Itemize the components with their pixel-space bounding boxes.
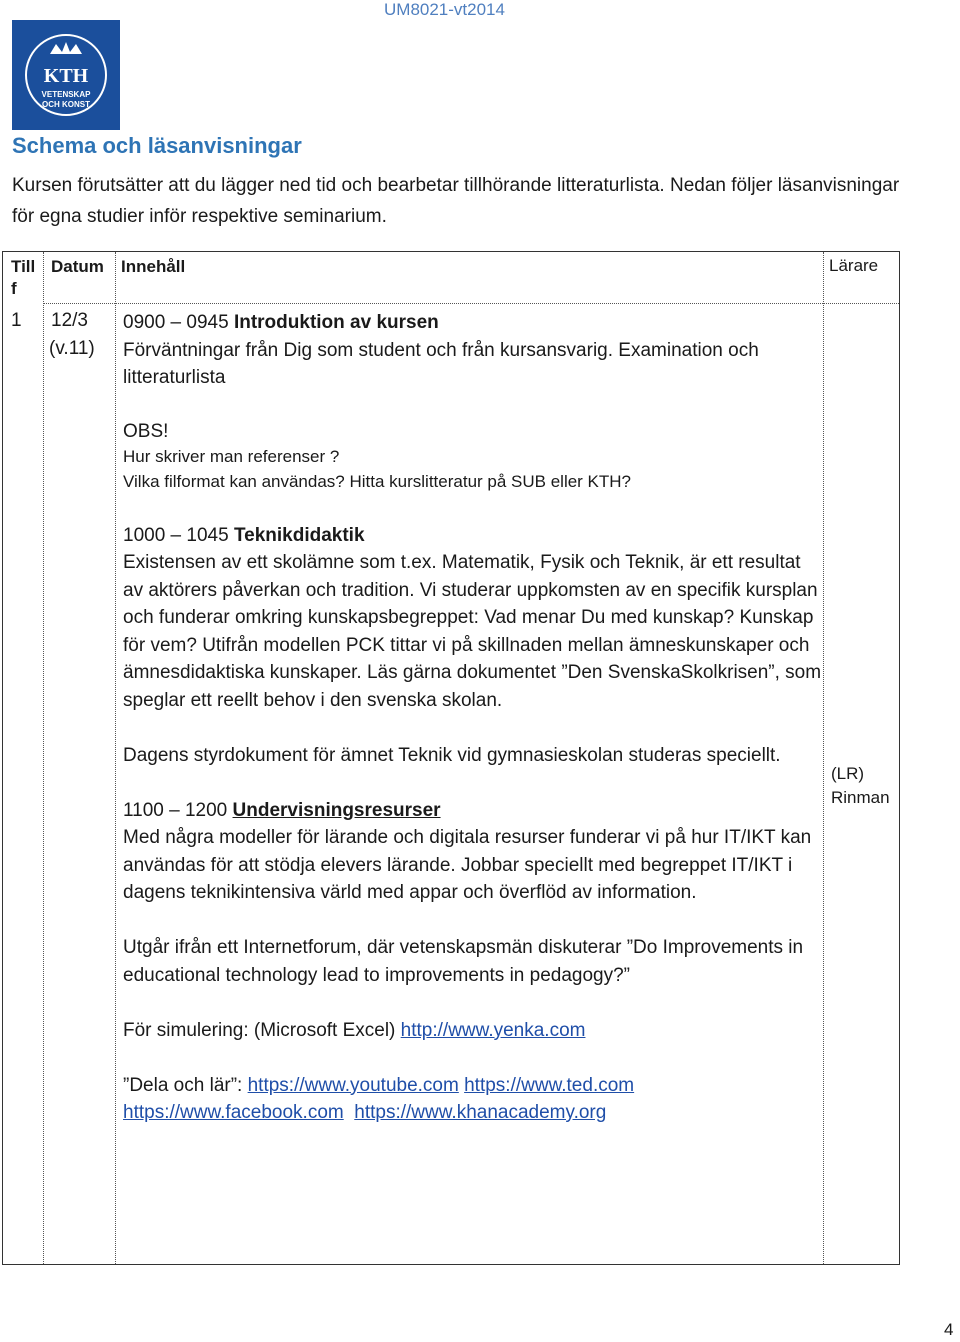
obs-title: OBS! [123,421,169,442]
header-divider [43,303,899,304]
column-divider [43,252,44,1264]
header-tillf: Till f [11,257,36,298]
page-number: 4 [944,1320,954,1339]
teacher-name: Rinman [831,788,890,807]
youtube-link[interactable]: https://www.youtube.com [247,1074,459,1096]
section-time: 0900 – 0945 [123,312,234,333]
yenka-link[interactable]: http://www.yenka.com [400,1019,586,1041]
ted-link[interactable]: https://www.ted.com [464,1074,635,1096]
logo-line2: OCH KONST [42,100,90,109]
forum-text: Utgår ifrån ett Internetforum, där vetenskapsmän diskuterar ”Do Improvements in educational technology lead to improvements in pedagogy?” [123,937,804,986]
page-title: Schema och läsanvisningar [12,133,302,158]
share-line [123,1072,823,1127]
schedule-table [2,251,900,1265]
section-time: 1100 – 1200 [123,799,233,821]
column-divider [823,252,824,1264]
document-code: UM8021-vt2014 [384,0,505,19]
logo-line1: VETENSKAP [41,90,91,99]
section-text: Med några modeller för lärande och digitala resurser funderar vi på hur IT/IKT kan användas för att stödja elevers lärande. Jobbar speciellt med begreppet IT/IKT i dagens teknikintensiva värld med appar och överflöd av information. [123,827,812,903]
simulation-label: För simulering: (Microsoft Excel) [123,1019,401,1041]
section-time: 1000 – 1045 [123,524,234,546]
column-divider [115,252,116,1264]
obs-note [123,419,823,494]
teacher-initials: (LR) [831,764,865,783]
facebook-link[interactable]: https://www.facebook.com [123,1102,344,1123]
header-innehall: Innehåll [121,257,186,276]
section-introduktion [123,309,823,392]
simulation-line [123,1017,823,1045]
section-extra: Dagens styrdokument för ämnet Teknik vid gymnasieskolan studeras speciellt. [123,744,781,766]
logo-name: KTH [43,65,89,87]
obs-line: Vilka filformat kan användas? Hitta kurslitteratur på SUB eller KTH? [123,472,632,491]
session-week: (v.11) [49,338,95,359]
section-text: Förväntningar från Dig som student och från kursansvarig. Examination och litteraturlista [123,339,759,388]
header-datum: Datum [51,257,104,276]
intro-text: Kursen förutsätter att du lägger ned tid och bearbetar tillhörande litteraturlista. Nedan följer läsanvisningar för egna studier inför respektive seminarium. [12,175,900,227]
section-text: Existensen av ett skolämne som t.ex. Matematik, Fysik och Teknik, är ett resultat av aktörers påverkan och tradition. Vi studerar uppkomsten av en specifik kursplan och funderar omkring kunskapsbegreppet: Vad menar Du med kunskap? Kunskap för vem? Utifrån modellen PCK tittar vi på skillnaden mellan ämneskunskaper och ämnesdidaktiska kunskaper. Läs gärna dokumentet ”Den SvenskaSkolkrisen”, som speglar ett reellt behov i den svenska skolan. [123,552,822,711]
khanacademy-link[interactable]: https://www.khanacademy.org [354,1102,607,1123]
header-larare: Lärare [829,256,879,275]
section-teknikdidaktik [123,522,823,715]
share-label: ”Dela och lär”: [123,1074,248,1096]
section-title: Introduktion av kursen [233,312,439,333]
teacher-cell [831,762,890,810]
section-undervisningsresurser [123,797,823,907]
session-content [123,309,823,1127]
obs-line: Hur skriver man referenser ? [123,447,340,466]
session-number: 1 [11,310,22,331]
section-title: Teknikdidaktik [233,524,365,546]
section-title: Undervisningsresurser [232,799,441,821]
session-date: 12/3 [51,310,88,331]
kth-logo [12,20,120,130]
